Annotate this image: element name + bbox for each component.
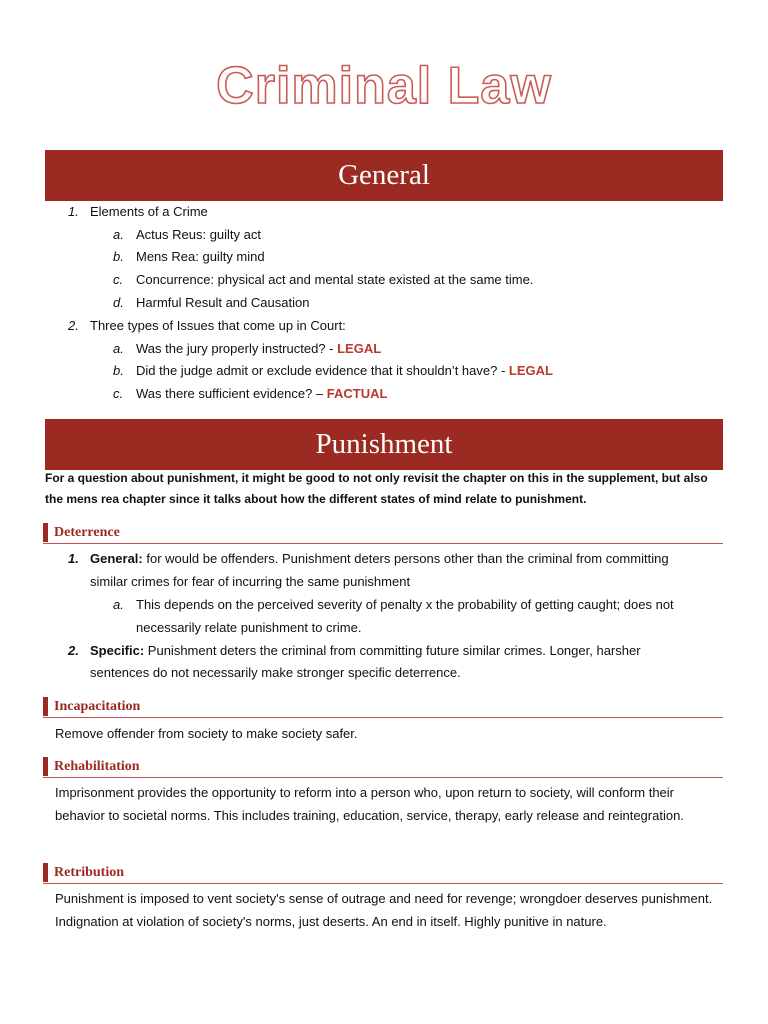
- list-item: Three types of Issues that come up in Court:: [90, 318, 346, 333]
- list-number: 2.: [68, 318, 79, 333]
- issue-type-tag: LEGAL: [508, 363, 553, 378]
- sublist-item: Mens Rea: guilty mind: [136, 249, 265, 264]
- subheading-deterrence: [43, 523, 723, 544]
- sublist-item: [136, 341, 381, 357]
- sublist-letter: b.: [113, 363, 124, 378]
- sublist-item-continuation: necessarily relate punishment to crime.: [136, 620, 362, 635]
- sublist-item: This depends on the perceived severity of penalty x the probability of getting caught; does not: [136, 597, 674, 612]
- list-number: 2.: [68, 643, 79, 658]
- sublist-letter: a.: [113, 341, 124, 356]
- issue-type-tag: LEGAL: [337, 341, 382, 356]
- subheading-accent-bar: [43, 757, 48, 776]
- section-heading-punishment: Punishment: [45, 419, 723, 470]
- sublist-item: [136, 386, 387, 402]
- subheading-label: Incapacitation: [54, 699, 141, 714]
- item-text: Punishment deters the criminal from committing future similar crimes. Longer, harsher: [144, 643, 641, 658]
- sublist-item: Actus Reus: guilty act: [136, 227, 261, 242]
- subheading-label: Deterrence: [54, 525, 120, 540]
- incapacitation-text: Remove offender from society to make society safer.: [55, 726, 358, 741]
- subheading-retribution: [43, 863, 723, 884]
- subheading-rehabilitation: [43, 757, 723, 778]
- sublist-letter: a.: [113, 227, 124, 242]
- list-item: [90, 643, 641, 659]
- sublist-item: Concurrence: physical act and mental state existed at the same time.: [136, 272, 534, 287]
- retribution-text: Punishment is imposed to vent society's sense of outrage and need for revenge; wrongdoer deserves punishment. Indignation at violation of society's norms, just deserts. An end in itself. Highly punitive in nature.: [55, 891, 713, 929]
- list-item-continuation: sentences do not necessarily make stronger specific deterrence.: [90, 665, 461, 680]
- document-title: Criminal Law: [216, 57, 552, 115]
- rehabilitation-text: Imprisonment provides the opportunity to reform into a person who, upon return to society, will conform their behavior to societal norms. This includes training, education, service, therapy, early release and reintegration.: [55, 785, 684, 823]
- item-text: for would be offenders. Punishment deters persons other than the criminal from committing: [142, 551, 669, 566]
- issue-type-tag: FACTUAL: [326, 386, 388, 401]
- list-number: 1.: [68, 204, 79, 219]
- subheading-incapacitation: [43, 697, 723, 718]
- section-heading-general: General: [45, 150, 723, 201]
- list-number: 1.: [68, 551, 79, 566]
- sublist-letter: b.: [113, 249, 124, 264]
- sublist-letter: d.: [113, 295, 124, 310]
- issue-question: Was the jury properly instructed? -: [136, 341, 338, 356]
- item-label: Specific:: [90, 643, 145, 658]
- subheading-label: Retribution: [54, 865, 124, 880]
- issue-question: Did the judge admit or exclude evidence that it shouldn’t have? -: [136, 363, 509, 378]
- sublist-item: Harmful Result and Causation: [136, 295, 310, 310]
- punishment-intro: For a question about punishment, it might be good to not only revisit the chapter on this in the supplement, but also the mens rea chapter since it talks about how the different states of mind relate to punishment.: [45, 471, 708, 506]
- subheading-accent-bar: [43, 697, 48, 716]
- sublist-letter: c.: [113, 386, 124, 401]
- list-item: Elements of a Crime: [90, 204, 208, 219]
- subheading-accent-bar: [43, 523, 48, 542]
- issue-question: Was there sufficient evidence? –: [136, 386, 327, 401]
- subheading-accent-bar: [43, 863, 48, 882]
- sublist-letter: a.: [113, 597, 124, 612]
- item-label: General:: [90, 551, 143, 566]
- sublist-letter: c.: [113, 272, 124, 287]
- list-item-continuation: similar crimes for fear of incurring the same punishment: [90, 574, 411, 589]
- subheading-label: Rehabilitation: [54, 759, 140, 774]
- sublist-item: [136, 363, 553, 379]
- list-item: [90, 551, 669, 567]
